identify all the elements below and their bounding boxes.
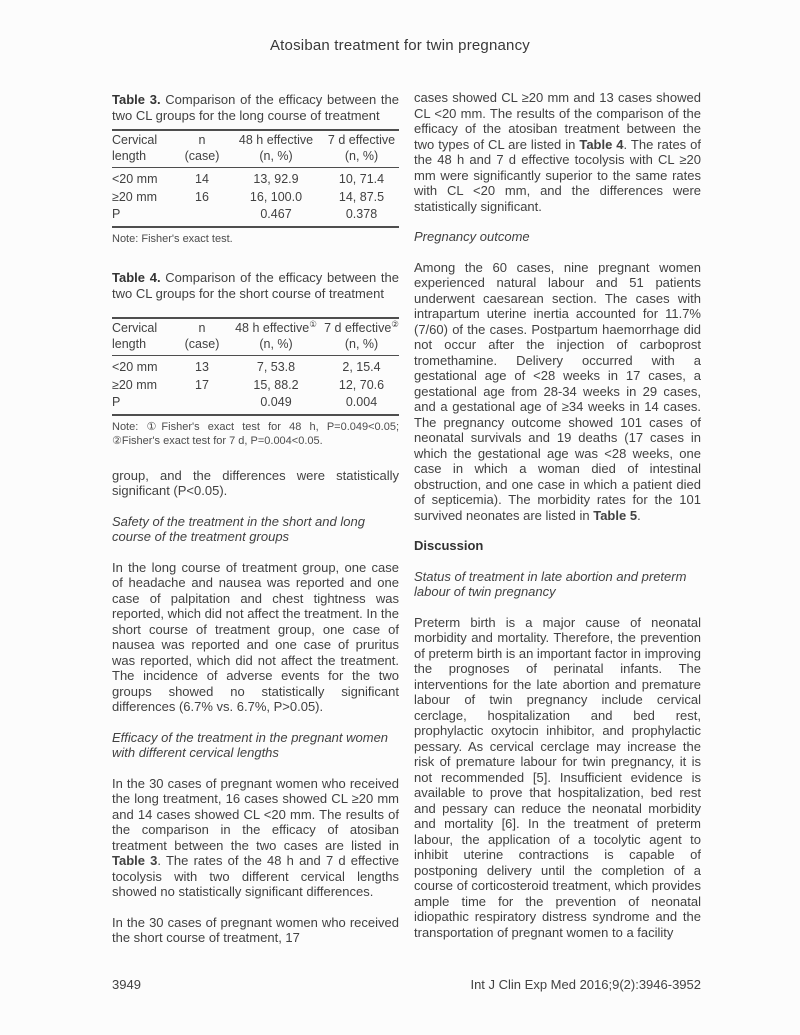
header-line1 xyxy=(228,133,324,149)
header-line2: (n, %) xyxy=(344,336,379,351)
table-cell xyxy=(176,206,228,227)
paragraph-text: Among the 60 cases, nine pregnant women experienced natural labour and 51 patients underwent caesarean section. The cases with intrapartum uterine inertia accounted for 11.7% (7/60) of the cases. Postpartum haemorrhage did not occur after the injection of carboprost tromethamine. Delivery occurred with a gestational age of <28 weeks in 17 cases, a gestational age from 28-34 weeks in 29 cases, and a gestational age of ≥34 weeks in 14 cases. The pregnancy outcome showed 101 cases of neonatal survivals and 19 deaths (17 cases in which the gestational age was <28 weeks, one case in which a woman died of intestinal obstruction, and one case in which a patient died of septicemia). The morbidity rates for the 101 survived neonates are listed in xyxy=(414,259,701,523)
table3-reference: Table 3 xyxy=(112,853,158,868)
journal-reference: Int J Clin Exp Med 2016;9(2):3946-3952 xyxy=(470,977,701,992)
table-header-cell xyxy=(176,130,228,168)
header-line2: (n, %) xyxy=(344,148,379,163)
table-row xyxy=(112,206,399,227)
table-row xyxy=(112,356,399,377)
table-cell: 14 xyxy=(195,172,209,186)
header-text: Cervical xyxy=(112,321,158,335)
table-cell: 0.049 xyxy=(260,395,292,409)
header-line2: (case) xyxy=(184,336,220,351)
subsection-heading-efficacy: Efficacy of the treatment in the pregnant women with different cervical lengths xyxy=(112,729,389,760)
paragraph-text: cases showed CL ≥20 mm and 13 cases showed CL <20 mm. The results of the comparison of the efficacy of the atosiban treatment between the two types of CL are listed in xyxy=(414,90,701,152)
table-cell: 0.004 xyxy=(345,395,378,409)
table3-note: Note: Fisher's exact test. xyxy=(112,232,233,245)
table-cell: ≥20 mm xyxy=(112,189,158,204)
paragraph-cl-comparison xyxy=(414,90,701,214)
page-number: 3949 xyxy=(112,977,141,992)
table3-caption-label: Table 3. xyxy=(112,92,161,107)
header-line2: length xyxy=(112,148,147,163)
subsection-heading-pregnancy-outcome: Pregnancy outcome xyxy=(414,229,530,244)
table-cell: <20 mm xyxy=(112,360,158,374)
table4-caption-label: Table 4. xyxy=(112,270,161,285)
subsection-heading-status: Status of treatment in late abortion and preterm labour of twin pregnancy xyxy=(414,568,687,599)
header-line1 xyxy=(324,133,399,149)
paragraph-status: Preterm birth is a major cause of neonatal morbidity and mortality. Therefore, the prevention of preterm birth is an important factor in improving the prognoses of perinatal infants. The interventions for the late abortion and premature labour of twin pregnancy include cervical cerclage, hospitalization and bed rest, prophylactic oxytocin inhibitor, and prophylactic pessary. As cervical cerclage may increase the risk of premature labour for twin pregnancy, it is not recommended [5]. Insufficient evidence is available to prove that hospitalization, bed rest and pessary can reduce the neonatal morbidity and mortality [6]. In the treatment of preterm labour, the application of a tocolytic agent to inhibit uterine contractions is capable of postponing delivery until the completion of a course of corticosteroid treatment, which provides ample time for the prevention of neonatal idiopathic respiratory distress syndrome and the transportation of pregnant women to a facility xyxy=(414,614,701,940)
paragraph-text: In the 30 cases of pregnant women who received the long treatment, 16 cases showed CL ≥20 mm and 14 cases showed CL <20 mm. The results of the comparison in the efficacy of atosiban treatment between the two cases are listed in xyxy=(112,775,399,853)
header-line2: (n, %) xyxy=(259,148,293,163)
table-cell: 13 xyxy=(195,360,209,374)
header-text: Cervical xyxy=(112,133,158,147)
subsection-heading-safety: Safety of the treatment in the short and long course of the treatment groups xyxy=(112,513,365,544)
table-header-cell xyxy=(228,130,324,168)
paragraph-text: . The rates of the 48 h and 7 d effective tocolysis with CL ≥20 mm were significantly superior to the same rates with CL <20 mm, and the differences were statistically significant. xyxy=(414,136,701,214)
left-column xyxy=(112,90,399,946)
page-footer xyxy=(112,977,701,992)
table3-caption xyxy=(112,92,399,124)
table-cell xyxy=(176,394,228,415)
table-cell: 0.467 xyxy=(260,207,292,221)
header-text: 7 d effective xyxy=(327,133,396,147)
table4-header-row xyxy=(112,318,399,356)
running-title: Atosiban treatment for twin pregnancy xyxy=(269,37,531,54)
header-line1 xyxy=(112,321,176,337)
header-line1 xyxy=(176,321,228,337)
table-cell: 17 xyxy=(195,377,209,392)
table-header-cell xyxy=(176,318,228,356)
paragraph-short-course: In the 30 cases of pregnant women who received the short course of treatment, 17 xyxy=(112,914,399,945)
table-header-cell xyxy=(112,318,176,356)
table-cell: 10, 71.4 xyxy=(338,172,385,186)
table-cell: 0.378 xyxy=(345,207,378,221)
page-content xyxy=(112,90,701,946)
table4-note: Note: ①Fisher's exact test for 48 h, P=0.049<0.05; ②Fisher's exact test for 7 d, P=0.004<0.05. xyxy=(112,420,399,447)
table4 xyxy=(112,317,399,416)
header-text: 48 h effective xyxy=(238,133,314,147)
table-cell: 14, 87.5 xyxy=(338,189,385,204)
table-row xyxy=(112,394,399,415)
table-cell: 15, 88.2 xyxy=(253,377,299,392)
table-row xyxy=(112,168,399,189)
table-cell: P xyxy=(112,395,121,409)
paragraph-safety: In the long course of treatment group, one case of headache and nausea was reported and one case of palpitation and chest tightness was reported, which did not affect the treatment. In the short course of treatment group, one case of nausea was reported and one case of pruritus was reported, which did not affect the treatment. The incidence of adverse events for the two groups showed no statistically significant differences (6.7% vs. 6.7%, P>0.05). xyxy=(112,559,399,714)
paragraph-continuation: group, and the differences were statistically significant (P<0.05). xyxy=(112,467,399,498)
table-cell: 12, 70.6 xyxy=(338,377,385,392)
table-cell: 13, 92.9 xyxy=(253,172,299,186)
table3 xyxy=(112,129,399,228)
header-text: 48 h effective xyxy=(235,321,310,335)
header-line2: (case) xyxy=(184,148,220,163)
header-line2: length xyxy=(112,336,147,351)
footnote-marker-1: ① xyxy=(309,318,317,329)
table-header-cell xyxy=(112,130,176,168)
table4-caption xyxy=(112,270,399,302)
paragraph-efficacy xyxy=(112,776,399,900)
paragraph-text: . The rates of the 48 h and 7 d effective tocolysis with two different cervical lengths showed no statistically significant differences. xyxy=(112,853,399,899)
table-cell: 16, 100.0 xyxy=(249,189,303,204)
table-header-cell xyxy=(324,130,399,168)
table-cell: 2, 15.4 xyxy=(342,360,381,374)
header-text: n xyxy=(198,321,206,335)
table-row xyxy=(112,189,399,207)
table-row xyxy=(112,377,399,395)
table-cell: <20 mm xyxy=(112,172,158,186)
table-cell: 7, 53.8 xyxy=(256,360,296,374)
table-header-cell xyxy=(324,318,399,356)
table3-header-row xyxy=(112,130,399,168)
table4-caption-text: Comparison of the efficacy between the two CL groups for the short course of treatment xyxy=(112,270,399,301)
table-cell: P xyxy=(112,207,121,221)
header-line1 xyxy=(324,318,399,337)
header-line1 xyxy=(112,133,176,149)
table-cell: ≥20 mm xyxy=(112,377,158,392)
header-text: 7 d effective xyxy=(324,321,392,335)
header-line1 xyxy=(228,318,324,337)
paragraph-pregnancy-outcome xyxy=(414,260,701,524)
table4-reference: Table 4 xyxy=(579,136,624,152)
header-text: n xyxy=(198,133,206,147)
section-heading-discussion: Discussion xyxy=(414,538,484,553)
table-cell: 16 xyxy=(195,189,209,204)
footnote-marker-2: ② xyxy=(391,318,399,329)
paragraph-text: . xyxy=(637,507,641,523)
header-line1 xyxy=(176,133,228,149)
table5-reference: Table 5 xyxy=(593,507,638,523)
header-line2: (n, %) xyxy=(259,336,293,351)
right-column xyxy=(414,90,701,946)
table-header-cell xyxy=(228,318,324,356)
table3-caption-text: Comparison of the efficacy between the two CL groups for the long course of treatment xyxy=(112,92,399,123)
